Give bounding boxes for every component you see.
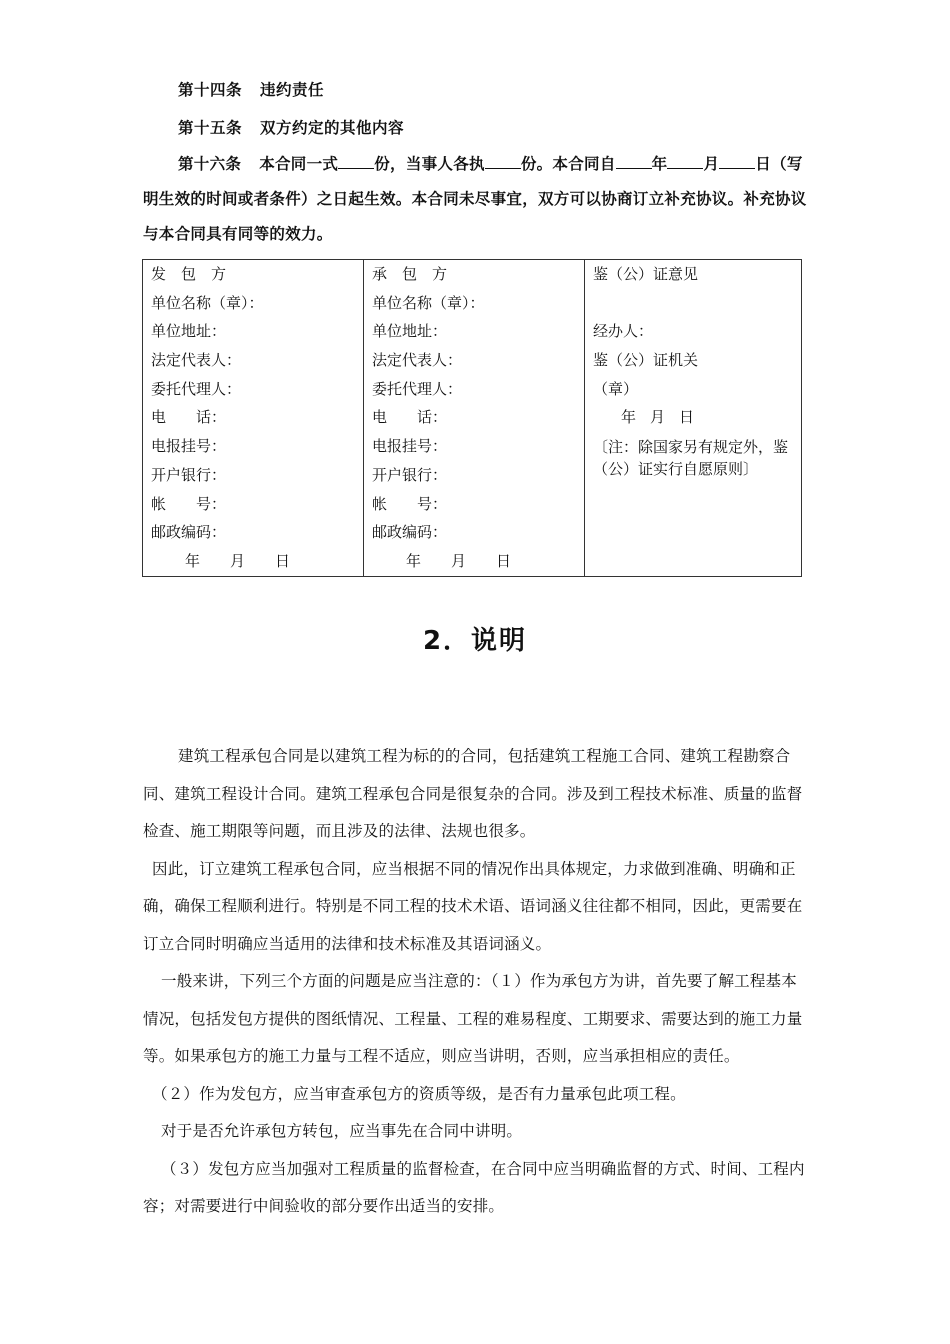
date-day: 日 <box>275 551 291 570</box>
contractor-bank[interactable]: 开户银行： <box>372 465 448 484</box>
employer-legal-rep[interactable]: 法定代表人： <box>151 351 242 370</box>
blank-year[interactable] <box>616 154 652 169</box>
section-title: 2．说明 <box>422 626 528 656</box>
date-year: 年 <box>621 408 637 427</box>
employer-cell <box>143 260 364 577</box>
employer-title: 发 包 方 <box>151 265 227 283</box>
clause16-text-2: 份，当事人各执 <box>374 154 485 173</box>
contractor-account[interactable]: 帐 号： <box>372 494 448 513</box>
employer-phone[interactable]: 电 话： <box>151 408 227 427</box>
contractor-address[interactable]: 单位地址： <box>372 322 448 341</box>
contractor-agent[interactable]: 委托代理人： <box>372 379 463 398</box>
notary-cell <box>585 260 802 577</box>
date-month: 月 <box>650 408 666 427</box>
blank-each[interactable] <box>485 154 521 169</box>
date-month: 月 <box>230 551 246 570</box>
clause-16 <box>143 146 808 251</box>
notary-seal: （章） <box>593 379 639 398</box>
clause-number: 第十五条 <box>178 118 243 137</box>
contractor-phone[interactable]: 电 话： <box>372 408 448 427</box>
contractor-cell <box>364 260 585 577</box>
notary-date[interactable] <box>593 403 793 432</box>
body-paragraph: （２）作为发包方，应当审查承包方的资质等级，是否有力量承包此项工程。 <box>152 1084 686 1103</box>
clause16-text-6: 日（写明生效的时间或者条件）之日起生效。本合同未尽事宜，双方可以协商订立补充协议。补充协议与本合同具有同等的效力。 <box>143 154 807 243</box>
clause-15 <box>178 116 404 138</box>
blank-copies[interactable] <box>338 154 374 169</box>
clause16-text-1: 本合同一式 <box>259 154 339 173</box>
clause-14 <box>178 78 324 100</box>
contractor-telegraph[interactable]: 电报挂号： <box>372 437 448 456</box>
notary-note: 〔注：除国家另有规定外，鉴（公）证实行自愿原则〕 <box>593 438 789 479</box>
notary-title: 鉴（公）证意见 <box>593 265 699 283</box>
body-paragraph: 因此，订立建筑工程承包合同，应当根据不同的情况作出具体规定，力求做到准确、明确和正确，确保工程顺利进行。特别是不同工程的技术术语、语词涵义往往都不相同，因此，更需要在订立合同时明确应当适用的法律和技术标准及其语词涵义。 <box>143 859 803 953</box>
body-paragraph: （３）发包方应当加强对工程质量的监督检查，在合同中应当明确监督的方式、时间、工程内容；对需要进行中间验收的部分要作出适当的安排。 <box>143 1159 805 1215</box>
employer-account[interactable]: 帐 号： <box>151 494 227 513</box>
clause-text: 双方约定的其他内容 <box>260 118 405 137</box>
signature-table <box>142 259 802 577</box>
clause16-text-4: 年 <box>651 154 668 173</box>
notary-spacer <box>593 289 793 318</box>
explanation-body <box>143 738 808 1226</box>
employer-agent[interactable]: 委托代理人： <box>151 379 242 398</box>
clause-number: 第十四条 <box>178 80 243 99</box>
employer-address[interactable]: 单位地址： <box>151 322 227 341</box>
body-paragraph: 一般来讲，下列三个方面的问题是应当注意的：（１）作为承包方为讲，首先要了解工程基本情况，包括发包方提供的图纸情况、工程量、工程的难易程度、工期要求、需要达到的施工力量等。如果承包方的施工力量与工程不适应，则应当讲明，否则，应当承担相应的责任。 <box>143 972 803 1065</box>
contractor-postcode[interactable]: 邮政编码： <box>372 523 448 542</box>
date-year: 年 <box>406 551 422 570</box>
body-paragraph: 建筑工程承包合同是以建筑工程为标的的合同，包括建筑工程施工合同、建筑工程勘察合同、建筑工程设计合同。建筑工程承包合同是很复杂的合同。涉及到工程技术标准、质量的监督检查、施工期限等问题，而且涉及的法律、法规也很多。 <box>143 747 803 840</box>
date-year: 年 <box>185 551 201 570</box>
employer-bank[interactable]: 开户银行： <box>151 465 227 484</box>
contractor-legal-rep[interactable]: 法定代表人： <box>372 351 463 370</box>
contractor-name[interactable]: 单位名称（章）： <box>372 293 485 312</box>
clause16-text-3: 份。本合同自 <box>520 154 616 173</box>
employer-telegraph[interactable]: 电报挂号： <box>151 437 227 456</box>
contractor-title: 承 包 方 <box>372 265 448 283</box>
body-paragraph: 对于是否允许承包方转包，应当事先在合同中讲明。 <box>161 1122 523 1140</box>
employer-name[interactable]: 单位名称（章）： <box>151 293 264 312</box>
date-day: 日 <box>496 551 512 570</box>
blank-month[interactable] <box>667 154 703 169</box>
notary-handler[interactable]: 经办人： <box>593 322 654 341</box>
clause-number: 第十六条 <box>178 154 242 173</box>
date-month: 月 <box>451 551 467 570</box>
clause-text: 违约责任 <box>260 80 325 99</box>
employer-postcode[interactable]: 邮政编码： <box>151 523 227 542</box>
employer-date[interactable] <box>151 547 355 576</box>
clause16-text-5: 月 <box>703 154 720 173</box>
date-day: 日 <box>679 408 695 427</box>
contractor-date[interactable] <box>372 547 576 576</box>
notary-office: 鉴（公）证机关 <box>593 351 699 370</box>
blank-day[interactable] <box>719 154 755 169</box>
